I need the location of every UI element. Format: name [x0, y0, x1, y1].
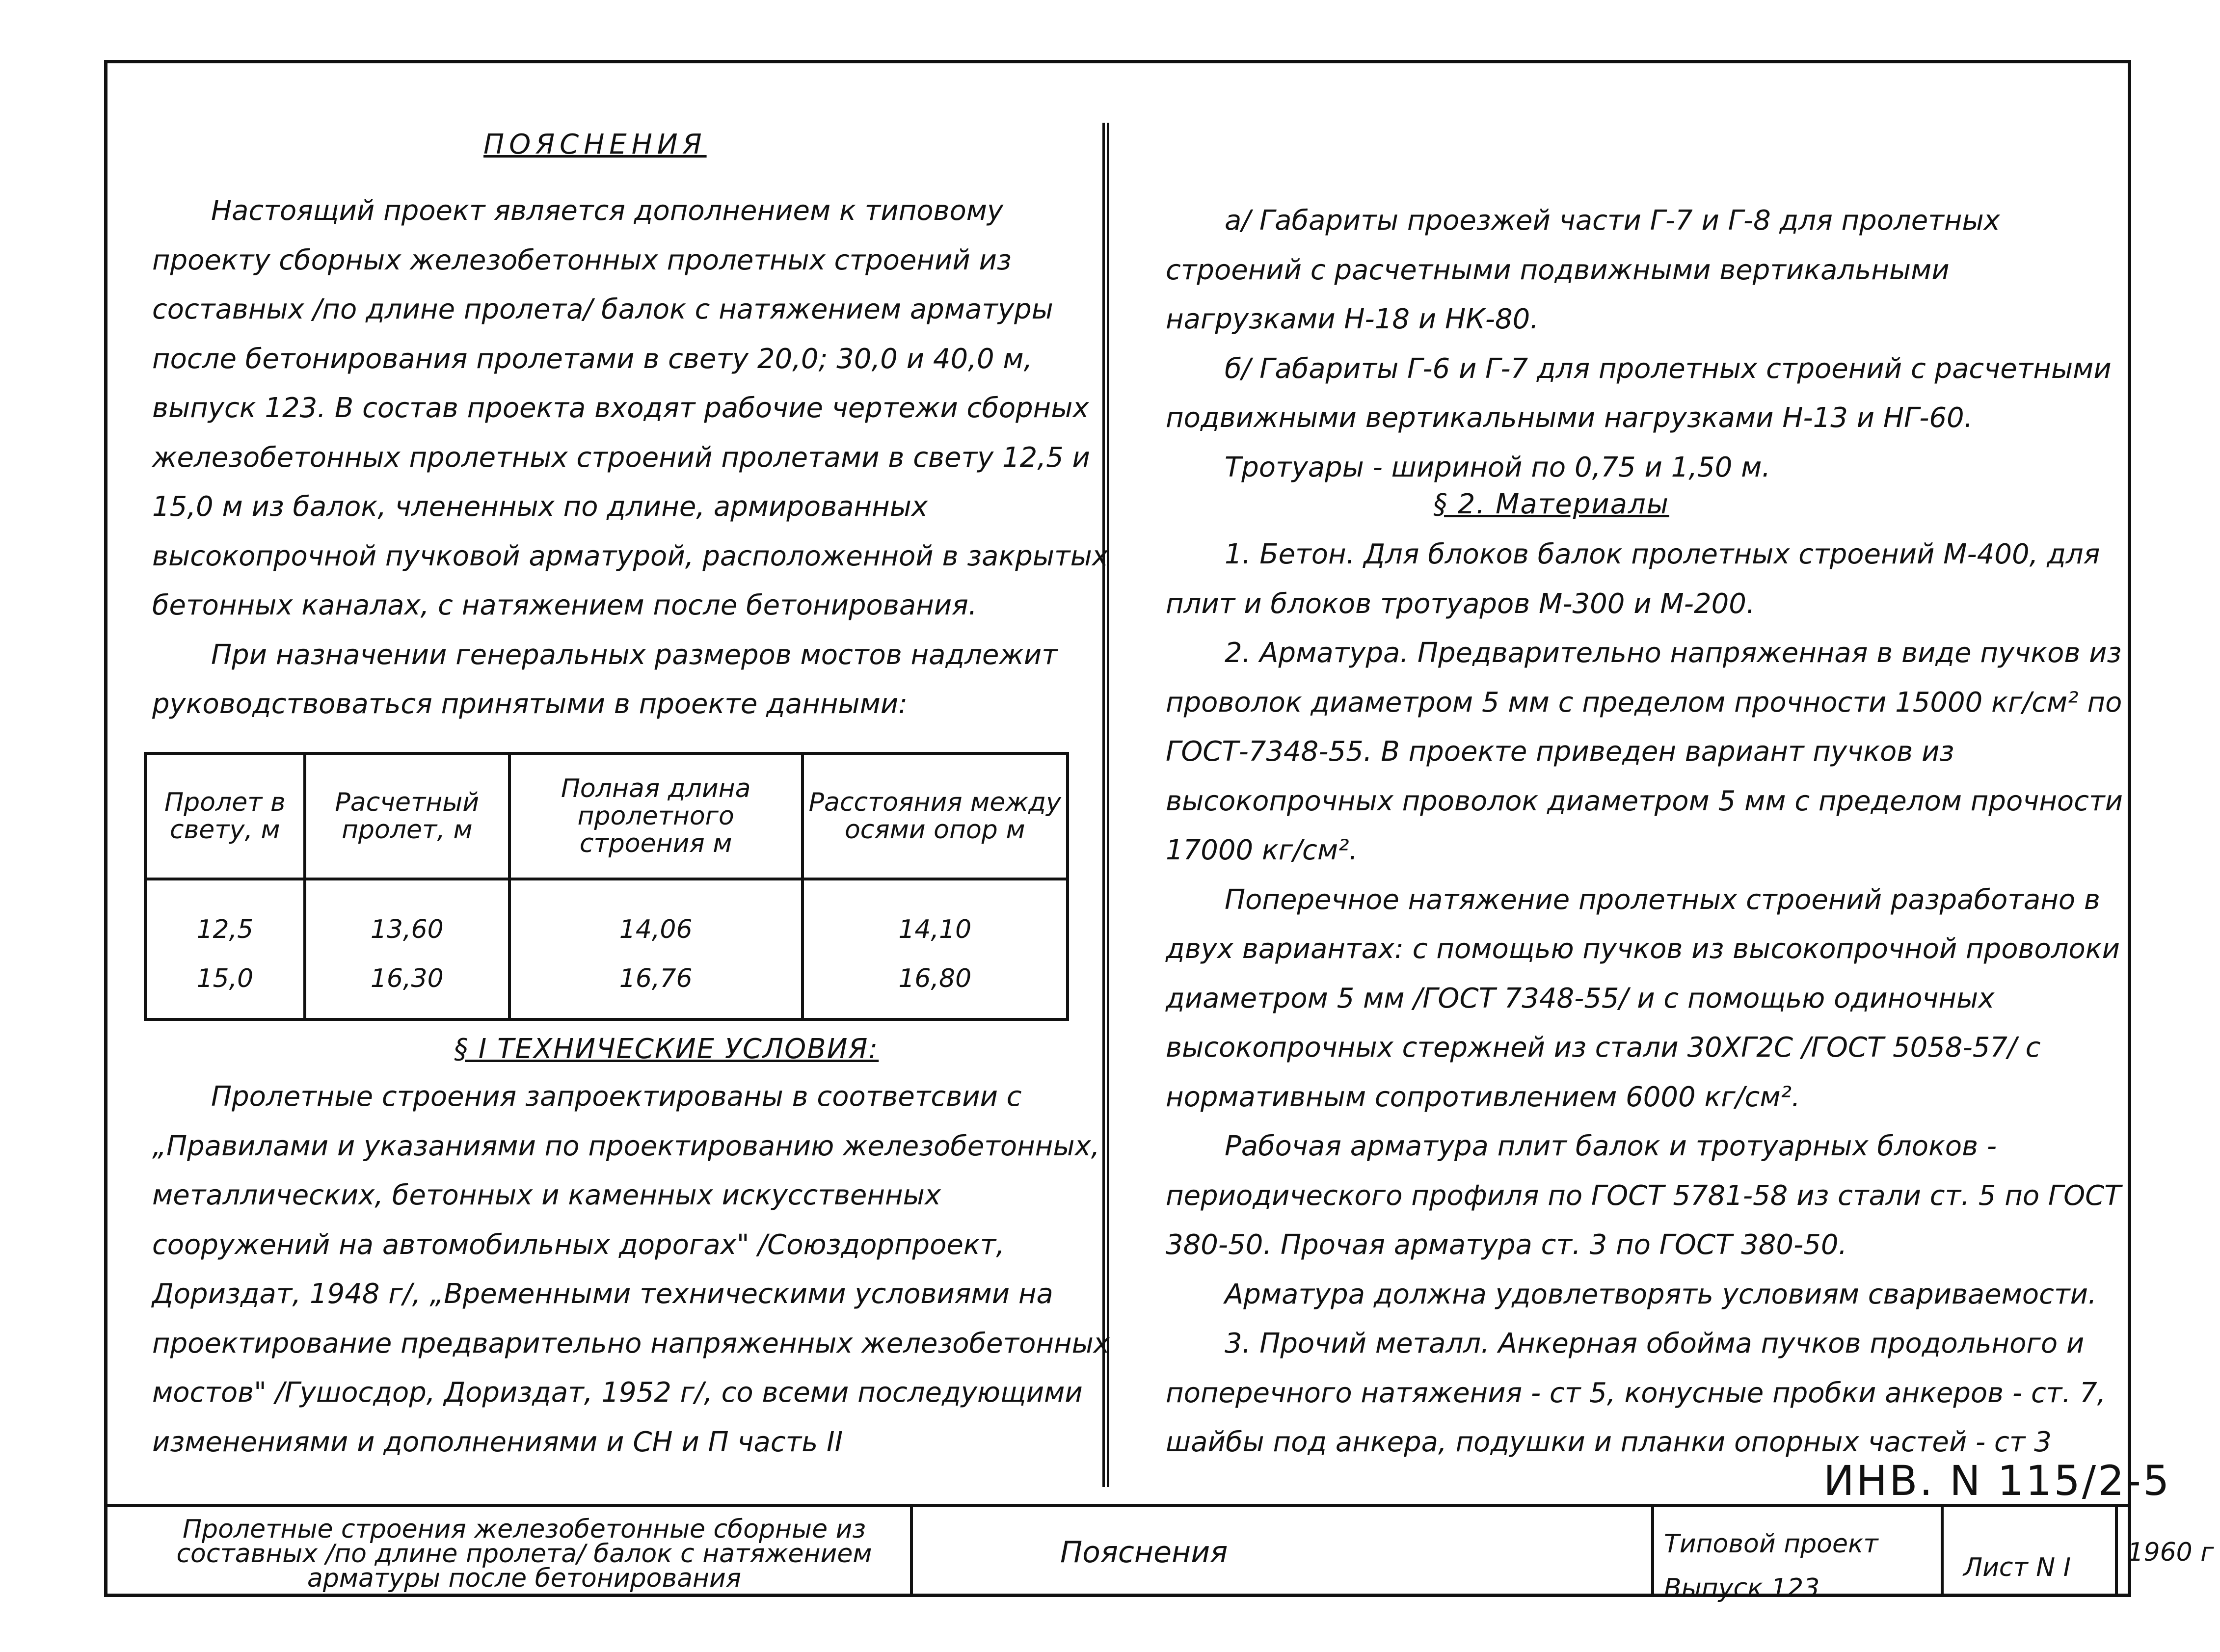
section2-heading: § 2. Материалы [1433, 488, 1670, 520]
technical-conditions-paragraph: Пролетные строения запроектированы в соответсвии с „Правилами и указаниями по проектированию железобетонных, металлических, бетонных и каменных искусственных сооружений на автомобильных дорогах" /Союздорпроект, Дориздат, 1948 г/, „Временными техническими условиями на проектирование предварительно напряженных железобетонных мостов" /Гушосдор, Дориздат, 1952 г/, со всеми последующими изменениями и дополнениями и СН и П часть II [152, 1081, 1110, 1458]
working-reinforcement-paragraph: Рабочая арматура плит балок и тротуарных блоков - периодического профиля по ГОСТ 5781-58 из стали ст. 5 по ГОСТ 380-50. Прочая арматура ст. 3 по ГОСТ 380-50. [1166, 1130, 2121, 1261]
column-separator [1102, 123, 1109, 1487]
stamp-year: 1960 г [2127, 1537, 2214, 1567]
page-title: ПОЯСНЕНИЯ [483, 129, 707, 160]
stamp-project [1654, 1507, 1944, 1603]
table-header: Полная длина пролетного строения м [509, 753, 802, 879]
weldability-paragraph: Арматура должна удовлетворять условиям свариваемости. [1225, 1278, 2097, 1310]
section1-heading: § I ТЕХНИЧЕСКИЕ УСЛОВИЯ: [454, 1033, 879, 1065]
materials-body [1166, 530, 2128, 1467]
table-row: 15,0 16,30 16,76 16,80 [145, 954, 1068, 1019]
intro-paragraph: Настоящий проект является дополнением к типовому проекту сборных железобетонных пролетных строений из составных /по длине пролета/ балок с натяжением арматуры после бетонирования пролетами в свету 20,0; 30,0 и 40,0 м, выпуск 123. В состав проекта входят рабочие чертежи сборных железобетонных пролетных строений пролетами в свету 12,5 и 15,0 м из балок, члененных по длине, армированных высокопрочной пучковой арматурой, расположенной в закрытых бетонных каналах, с натяжением после бетонирования. [152, 195, 1108, 621]
stamp-sheet: Лист N I [1944, 1507, 2118, 1597]
section1-body [152, 1072, 1119, 1467]
transverse-tension-paragraph: Поперечное натяжение пролетных строений разработано в двух вариантах: с помощью пучков из высокопрочной проволоки диаметром 5 мм /ГОСТ 7348-55/ и с помощью одиночных высокопрочных стержней из стали 30ХГ2С /ГОСТ 5058-57/ с нормативным сопротивлением 6000 кг/см². [1166, 883, 2120, 1113]
table-header: Пролет в свету, м [145, 753, 305, 879]
reinforcement-paragraph: 2. Арматура. Предварительно напряженная в виде пучков из проволок диаметром 5 мм с пределом прочности 15000 кг/см² по ГОСТ-7348-55. В проекте приведен вариант пучков из высокопрочных проволок диаметром 5 мм с пределом прочности 17000 кг/см². [1166, 637, 2123, 866]
stamp-project-line1: Типовой проект [1664, 1529, 1878, 1559]
table-row: 12,5 13,60 14,06 14,10 [145, 879, 1068, 954]
gauges-a: а/ Габариты проезжей части Г-7 и Г-8 для пролетных строений с расчетными подвижными вертикальными нагрузками Н-18 и НК-80. [1166, 205, 2000, 335]
dimensions-intro: При назначении генеральных размеров мостов надлежит руководствоваться принятыми в проекте данными: [152, 639, 1058, 720]
other-metal-paragraph: 3. Прочий металл. Анкерная обойма пучков продольного и поперечного натяжения - ст 5, конусные пробки анкеров - ст. 7, шайбы под анкера, подушки и планки опорных частей - ст 3 [1166, 1328, 2106, 1458]
concrete-paragraph: 1. Бетон. Для блоков балок пролетных строений М-400, для плит и блоков тротуаров М-300 и М-200. [1166, 538, 2100, 620]
stamp-project-line2: Выпуск 123 [1664, 1573, 1820, 1603]
left-column [152, 187, 1119, 729]
right-column-top [1166, 196, 2128, 492]
dimensions-table [144, 752, 1069, 1021]
inventory-number: ИНВ. N 115/2-5 [1823, 1457, 2171, 1505]
stamp-doc-title: Пояснения [913, 1507, 1654, 1597]
sidewalks: Тротуары - шириной по 0,75 и 1,50 м. [1225, 451, 1771, 483]
table-header: Расстояния между осями опор м [802, 753, 1068, 879]
gauges-b: б/ Габариты Г-6 и Г-7 для пролетных строений с расчетными подвижными вертикальными нагрузками Н-13 и НГ-60. [1166, 352, 2112, 434]
table-header: Расчетный пролет, м [305, 753, 509, 879]
stamp-description: Пролетные строения железобетонные сборные из составных /по длине пролета/ балок с натяжением арматуры после бетонирования [104, 1507, 913, 1597]
title-block [104, 1504, 2214, 1603]
